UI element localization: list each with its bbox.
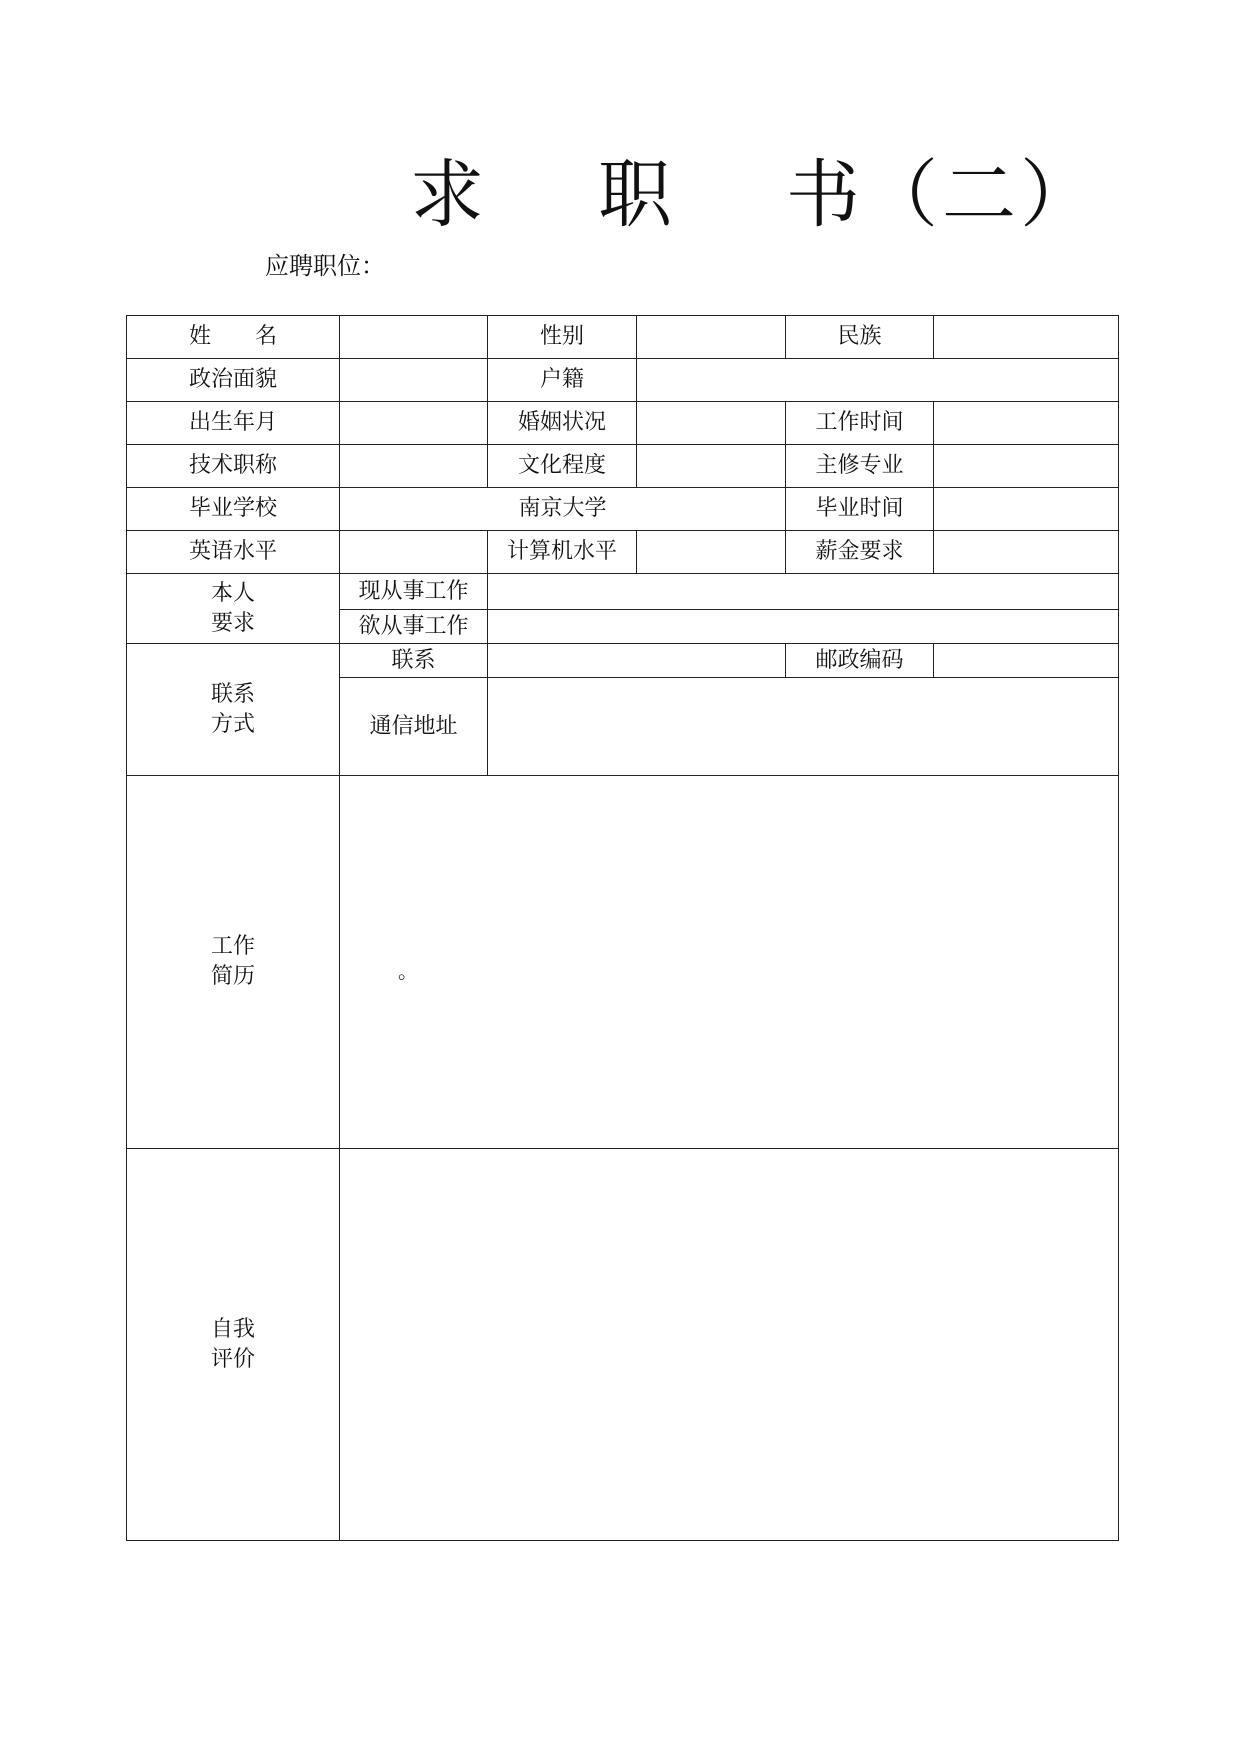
hukou-field[interactable] <box>637 359 1119 402</box>
marital-status-field[interactable] <box>637 402 786 445</box>
desired-job-field[interactable] <box>488 610 1119 644</box>
title-char-3: 书（二） <box>786 152 1098 238</box>
work-history-label-line-2: 简历 <box>210 964 255 989</box>
work-history-label-line-1: 工作 <box>210 934 255 959</box>
gender-label: 性别 <box>488 316 637 359</box>
political-status-label: 政治面貌 <box>127 359 340 402</box>
application-form-table <box>126 315 1119 1541</box>
address-field[interactable] <box>488 678 1119 776</box>
table-row <box>127 359 1119 402</box>
education-label: 文化程度 <box>488 445 637 488</box>
work-start-field[interactable] <box>934 402 1119 445</box>
phone-field[interactable] <box>488 644 786 678</box>
school-field[interactable]: 南京大学 <box>340 488 786 531</box>
table-row <box>127 531 1119 574</box>
hukou-label: 户籍 <box>488 359 637 402</box>
table-row <box>127 488 1119 531</box>
phone-label: 联系 <box>340 644 488 678</box>
tech-title-label: 技术职称 <box>127 445 340 488</box>
graduation-field[interactable] <box>934 488 1119 531</box>
gender-field[interactable] <box>637 316 786 359</box>
self-evaluation-label-line-2: 评价 <box>210 1346 255 1372</box>
computer-level-field[interactable] <box>637 531 786 574</box>
birth-date-label: 出生年月 <box>127 402 340 445</box>
salary-field[interactable] <box>934 531 1119 574</box>
table-row <box>127 445 1119 488</box>
table-row <box>127 316 1119 359</box>
current-job-label: 现从事工作 <box>340 574 488 610</box>
salary-label: 薪金要求 <box>786 531 934 574</box>
table-row <box>127 574 1119 610</box>
ethnicity-label: 民族 <box>786 316 934 359</box>
contact-label-line-2: 方式 <box>210 711 255 737</box>
desired-job-label: 欲从事工作 <box>340 610 488 644</box>
education-field[interactable] <box>637 445 786 488</box>
political-status-field[interactable] <box>340 359 488 402</box>
requirements-label <box>127 574 340 644</box>
self-evaluation-label-line-1: 自我 <box>210 1316 255 1342</box>
computer-level-label: 计算机水平 <box>488 531 637 574</box>
work-start-label: 工作时间 <box>786 402 934 445</box>
self-evaluation-label <box>127 1149 340 1541</box>
english-level-field[interactable] <box>340 531 488 574</box>
requirements-label-line-1: 本人 <box>210 580 255 606</box>
major-label: 主修专业 <box>786 445 934 488</box>
work-history-note: 。 <box>398 959 418 983</box>
title-char-2: 职 <box>598 152 676 238</box>
graduation-label: 毕业时间 <box>786 488 934 531</box>
work-history-field[interactable] <box>340 776 1119 1149</box>
english-level-label: 英语水平 <box>127 531 340 574</box>
tech-title-field[interactable] <box>340 445 488 488</box>
requirements-label-line-2: 要求 <box>210 610 255 636</box>
contact-label <box>127 644 340 776</box>
name-field[interactable] <box>340 316 488 359</box>
self-evaluation-field[interactable] <box>340 1149 1119 1541</box>
ethnicity-field[interactable] <box>934 316 1119 359</box>
marital-status-label: 婚姻状况 <box>488 402 637 445</box>
current-job-field[interactable] <box>488 574 1119 610</box>
table-row <box>127 402 1119 445</box>
contact-label-line-1: 联系 <box>210 681 255 707</box>
position-label: 应聘职位： <box>265 252 385 280</box>
major-field[interactable] <box>934 445 1119 488</box>
table-row <box>127 1149 1119 1541</box>
birth-date-field[interactable] <box>340 402 488 445</box>
table-row <box>127 644 1119 678</box>
postcode-label: 邮政编码 <box>786 644 934 678</box>
table-row <box>127 776 1119 1149</box>
address-label: 通信地址 <box>340 678 488 776</box>
title-char-1: 求 <box>410 152 488 238</box>
name-label: 姓 名 <box>127 316 340 359</box>
work-history-label <box>127 776 340 1149</box>
postcode-field[interactable] <box>934 644 1119 678</box>
page-title <box>410 150 1098 240</box>
school-label: 毕业学校 <box>127 488 340 531</box>
